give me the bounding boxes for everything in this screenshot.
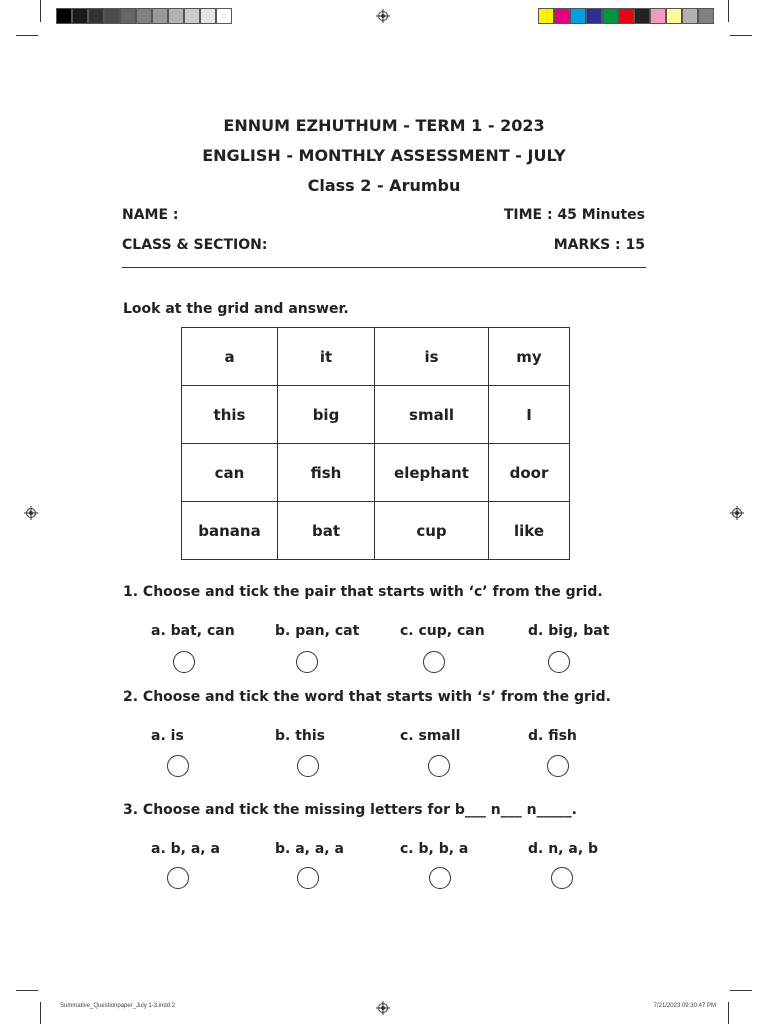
q3-option-d: d. n, a, b [528,841,599,857]
grid-cell: bat [278,502,375,560]
q3-option-b-tick-circle[interactable] [297,867,319,889]
grid-cell: door [489,444,570,502]
crop-mark [728,0,729,22]
color-swatch [554,8,570,24]
color-swatch [168,8,184,24]
q2-option-d: d. fish [528,728,577,744]
question-1: 1. Choose and tick the pair that starts with ‘c’ from the grid. [123,584,603,600]
crop-mark [40,1002,41,1024]
q2-option-b-tick-circle[interactable] [297,755,319,777]
color-swatch [136,8,152,24]
grid-cell: banana [182,502,278,560]
q3-option-a: a. b, a, a [151,841,220,857]
crop-mark [16,990,38,991]
color-swatch [570,8,586,24]
color-swatch [602,8,618,24]
grid-row [182,444,570,502]
color-swatch [666,8,682,24]
q1-option-d: d. big, bat [528,623,610,639]
q2-option-a: a. is [151,728,184,744]
color-swatch [104,8,120,24]
grid-cell: it [278,328,375,386]
color-swatch [586,8,602,24]
registration-mark-icon [730,506,744,520]
q3-option-c-tick-circle[interactable] [429,867,451,889]
q3-option-b: b. a, a, a [275,841,344,857]
grid-cell: like [489,502,570,560]
color-swatch [200,8,216,24]
q2-option-b: b. this [275,728,326,744]
q2-option-c-tick-circle[interactable] [428,755,450,777]
color-swatch [72,8,88,24]
color-swatch [634,8,650,24]
color-swatch [88,8,104,24]
name-label: NAME : [122,207,179,223]
marks-label: MARKS : 15 [553,237,645,253]
footer-file-name: Summative_Questionpaper_July 1-3.indd 2 [60,1003,176,1009]
q1-option-a: a. bat, can [151,623,235,639]
crop-mark [730,990,752,991]
q1-option-b-tick-circle[interactable] [296,651,318,673]
registration-mark-icon [24,506,38,520]
grid-cell: I [489,386,570,444]
crop-mark [40,0,41,22]
q3-option-c: c. b, b, a [400,841,469,857]
color-swatch [682,8,698,24]
grid-cell: this [182,386,278,444]
word-grid [181,327,570,560]
q1-option-a-tick-circle[interactable] [173,651,195,673]
grid-cell: fish [278,444,375,502]
registration-mark-icon [376,9,390,23]
grayscale-color-bar [56,8,232,24]
question-3: 3. Choose and tick the missing letters for b___ n___ n_____. [123,802,577,818]
grid-row [182,386,570,444]
header-title-line-2: ENGLISH - MONTHLY ASSESSMENT - JULY [202,146,566,165]
grid-instruction: Look at the grid and answer. [123,301,349,317]
header-class-line: Class 2 - Arumbu [307,176,461,195]
color-swatch [698,8,714,24]
grid-cell: a [182,328,278,386]
grid-row [182,328,570,386]
time-label: TIME : 45 Minutes [503,207,645,223]
grid-cell: elephant [375,444,489,502]
crop-mark [16,35,38,36]
grid-cell: is [375,328,489,386]
q1-option-c-tick-circle[interactable] [423,651,445,673]
crop-mark [730,35,752,36]
color-swatch [216,8,232,24]
q1-option-b: b. pan, cat [275,623,360,639]
grid-cell: cup [375,502,489,560]
footer-timestamp: 7/21/2023 09:30:47 PM [653,1003,716,1009]
q2-option-a-tick-circle[interactable] [167,755,189,777]
q3-option-d-tick-circle[interactable] [551,867,573,889]
class-section-label: CLASS & SECTION: [122,237,268,253]
process-color-bar [538,8,714,24]
crop-mark [728,1002,729,1024]
color-swatch [538,8,554,24]
header-title-line-1: ENNUM EZHUTHUM - TERM 1 - 2023 [223,116,545,135]
grid-cell: big [278,386,375,444]
color-swatch [152,8,168,24]
color-swatch [184,8,200,24]
grid-cell: my [489,328,570,386]
grid-row [182,502,570,560]
color-swatch [56,8,72,24]
q2-option-c: c. small [400,728,461,744]
registration-mark-icon [376,1001,390,1015]
header-divider [122,267,646,268]
q2-option-d-tick-circle[interactable] [547,755,569,777]
q1-option-d-tick-circle[interactable] [548,651,570,673]
color-swatch [120,8,136,24]
color-swatch [650,8,666,24]
question-2: 2. Choose and tick the word that starts with ‘s’ from the grid. [123,689,612,705]
q3-option-a-tick-circle[interactable] [167,867,189,889]
grid-cell: small [375,386,489,444]
color-swatch [618,8,634,24]
grid-cell: can [182,444,278,502]
q1-option-c: c. cup, can [400,623,485,639]
